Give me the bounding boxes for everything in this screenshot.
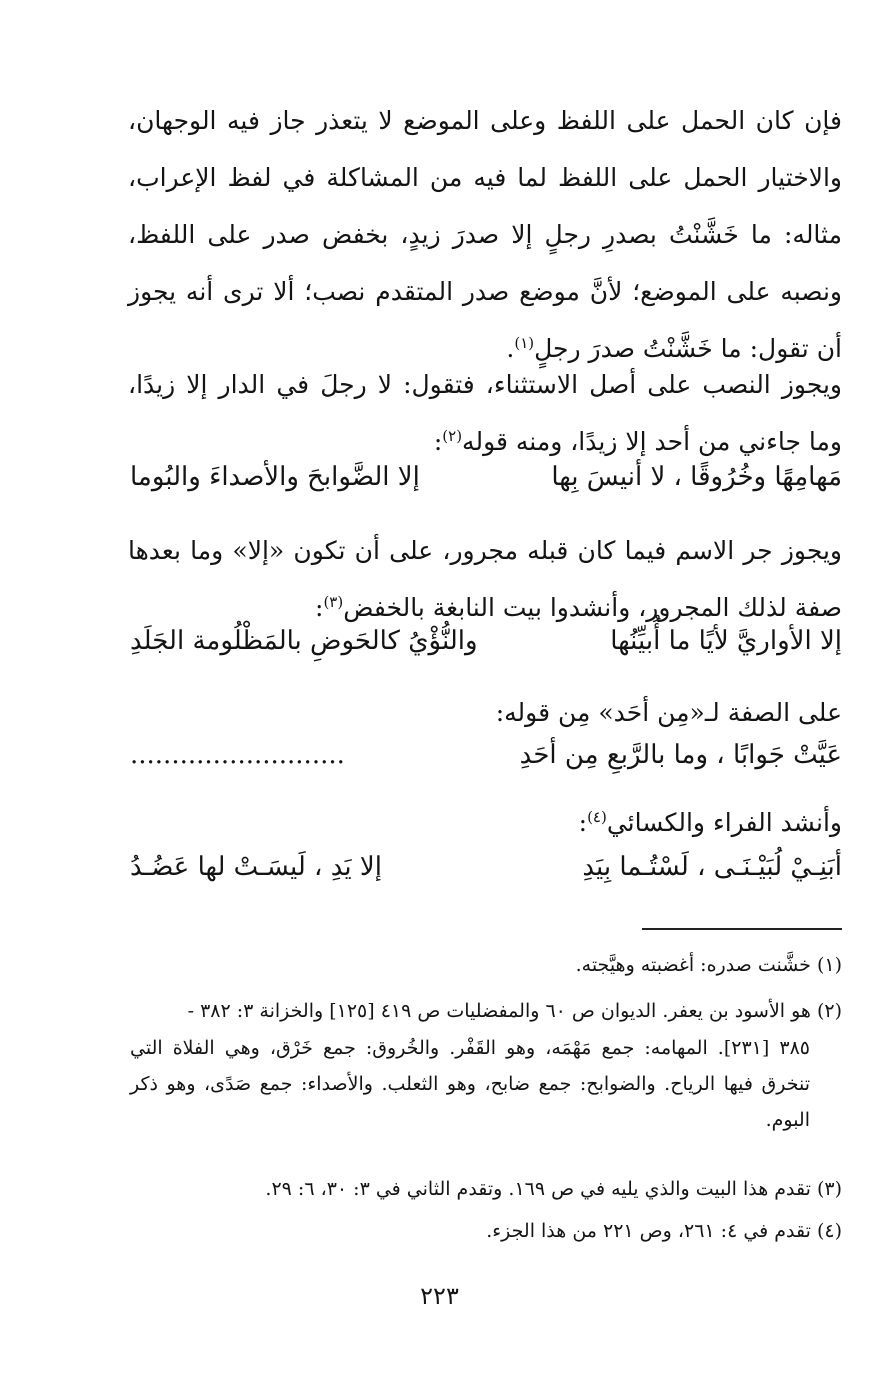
paragraph-2-end: : — [433, 427, 443, 456]
footnote-separator — [642, 928, 842, 930]
verse-1-second-hemistich: إلا الضَّوابحَ والأصداءَ والبُوما — [130, 462, 420, 492]
verse-2-second-hemistich: والنُّؤْيُ كالحَوضِ بالمَظْلُومة الجَلَدِ — [130, 626, 478, 656]
footnote-1 — [130, 948, 842, 982]
paragraph-1-end: . — [506, 334, 515, 363]
paragraph-5-text: وأنشد الفراء والكسائي — [606, 808, 842, 837]
paragraph-2-text: ويجوز النصب على أصل الاستثناء، فتقول: لا رجلَ في الدار إلا زيدًا، وما جاءني من أحد إلا زيدًا، ومنه قوله — [128, 370, 842, 456]
paragraph-4 — [128, 684, 842, 741]
footnote-4 — [130, 1214, 842, 1248]
verse-3-second-hemistich: .......................... — [130, 740, 345, 770]
footnote-2-continuation — [130, 1030, 810, 1138]
verse-2-first-hemistich: إلا الأواريَّ لأيًا ما أُبيِّنُها — [610, 626, 842, 656]
footnote-ref-4: (٤) — [587, 808, 607, 826]
footnote-2-text: هو الأسود بن يعفر. الديوان ص ٦٠ والمفضليات ص ٤١٩ [١٢٥] والخزانة ٣: ٣٨٢ - — [187, 1000, 811, 1022]
footnote-3 — [130, 1172, 842, 1206]
footnote-2 — [130, 994, 842, 1028]
verse-4 — [130, 852, 842, 902]
footnote-4-text: تقدم في ٤: ٢٦١، وص ٢٢١ من هذا الجزء. — [486, 1220, 811, 1242]
paragraph-5 — [128, 794, 842, 851]
paragraph-1 — [128, 92, 842, 377]
footnote-ref-3: (٣) — [323, 593, 344, 611]
footnote-4-number: (٤) — [816, 1220, 842, 1242]
paragraph-1-text: فإن كان الحمل على اللفظ وعلى الموضع لا يتعذر جاز فيه الوجهان، والاختيار الحمل على اللفظ لما فيه من المشاكلة في لفظ الإعراب، مثاله: ما خَشَّنْتُ بصدرِ رجلٍ إلا صدرَ زيدٍ، بخفض صدر على اللفظ، ونصبه على الموضع؛ لأنَّ موضع صدر المتقدم نصب؛ ألا ترى أنه يجوز أن تقول: ما خَشَّنْتُ صدرَ رجلٍ — [128, 106, 842, 363]
footnote-ref-2: (٢) — [442, 427, 463, 445]
footnote-2-continued-text: ٣٨٥ [٢٣١]. المهامه: جمع مَهْمَه، وهو القَفْر. والخُروق: جمع خَرْق، وهي الفلاة التي تنخرق فيها الرياح. والضوابح: جمع ضابح، وهو الثعلب. والأصداء: جمع صَدًى، وهو ذكر البوم. — [130, 1037, 810, 1131]
footnote-1-number: (١) — [816, 954, 842, 976]
footnote-2-number: (٢) — [816, 1000, 842, 1022]
verse-2 — [130, 626, 842, 676]
verse-1-first-hemistich: مَهامِهًا وخُرُوقًا ، لا أنيسَ بِها — [551, 462, 842, 492]
paragraph-3-end: : — [315, 593, 324, 622]
verse-4-first-hemistich: أبَنِـيْ لُبَيْـنَـى ، لَسْتُـما بِيَدِ — [582, 852, 842, 882]
verse-3-first-hemistich: عَيَّتْ جَوابًا ، وما بالرَّبعِ مِن أحَدِ — [519, 740, 842, 770]
footnote-3-number: (٣) — [816, 1178, 842, 1200]
verse-3 — [130, 740, 842, 790]
paragraph-5-end: : — [578, 808, 588, 837]
paragraph-3-text: ويجوز جر الاسم فيما كان قبله مجرور، على أن تكون «إلا» وما بعدها صفة لذلك المجرور، وأنشدوا بيت النابغة بالخفض — [128, 536, 842, 622]
paragraph-3 — [128, 522, 842, 636]
footnote-3-text: تقدم هذا البيت والذي يليه في ص ١٦٩. وتقدم الثاني في ٣: ٣٠، ٦: ٢٩. — [265, 1178, 811, 1200]
page-number: ٢٢٣ — [420, 1282, 459, 1310]
verse-1 — [130, 462, 842, 512]
footnote-1-text: خشَّنت صدره: أغضبته وهيَّجته. — [575, 954, 811, 976]
verse-4-second-hemistich: إلا يَدِ ، لَيسَـتْ لها عَضُـدُ — [130, 852, 382, 882]
paragraph-2 — [128, 356, 842, 470]
footnote-ref-1: (١) — [514, 334, 535, 352]
paragraph-4-text: على الصفة لـ«مِن أحَد» مِن قوله: — [495, 698, 842, 727]
